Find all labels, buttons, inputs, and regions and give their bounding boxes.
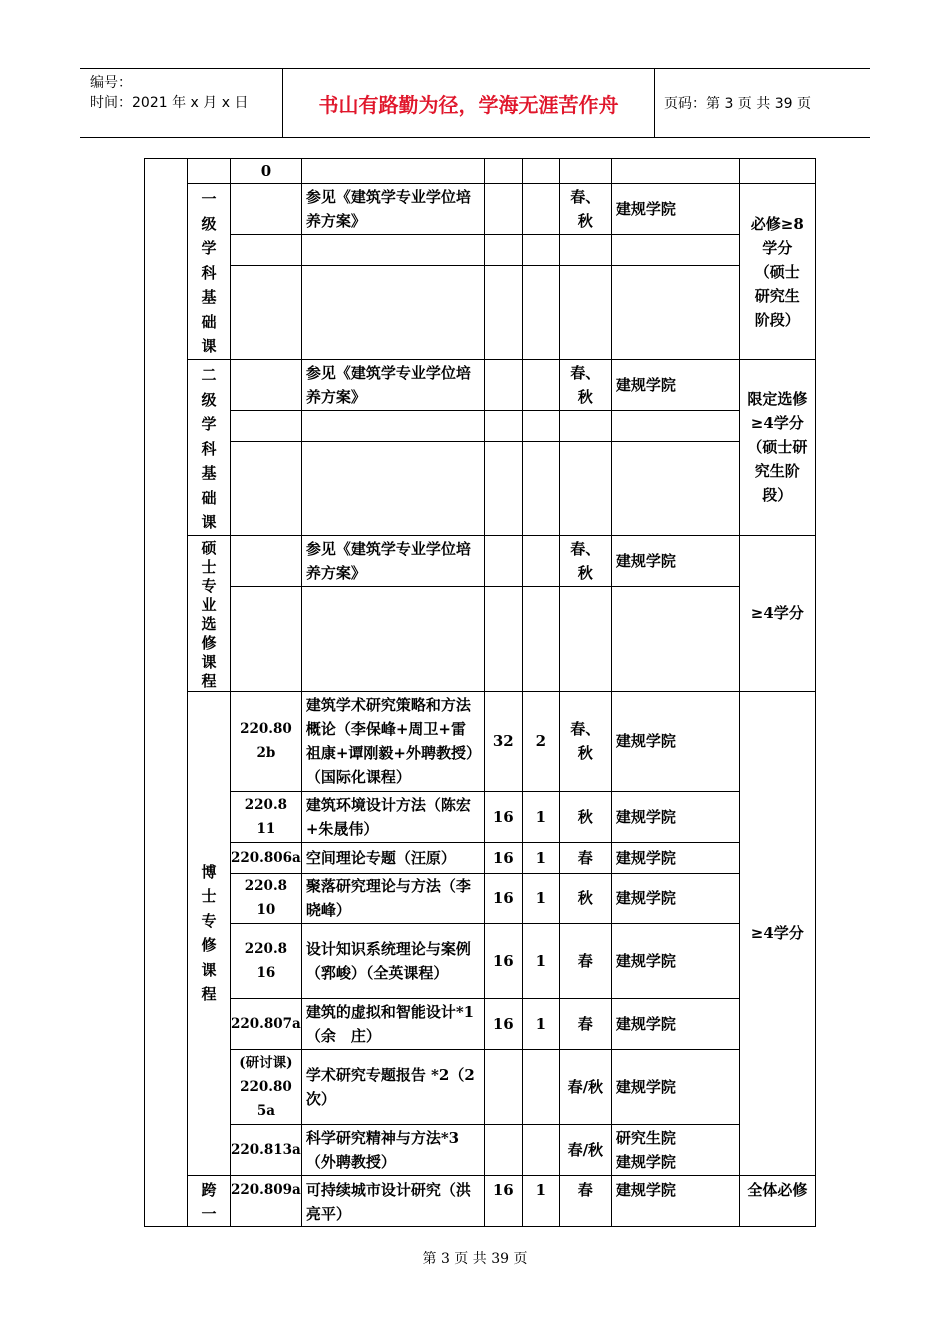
table-row (145, 1049, 816, 1124)
course-term: 秋 (559, 873, 611, 923)
course-dept: 研究生院 建规学院 (611, 1124, 739, 1175)
course-dept: 建规学院 (611, 360, 739, 411)
page-footer: 第 3 页 共 39 页 (422, 1251, 528, 1267)
course-credits: 1 (522, 1175, 559, 1226)
course-name: 建筑学术研究策略和方法概论（李保峰+周卫+雷祖康+谭刚毅+外聘教授）（国际化课程） (301, 691, 484, 791)
course-credits: 1 (522, 923, 559, 998)
requirement-doctoral: ≥4学分 (739, 691, 815, 1175)
course-code: (研讨课) 220.805a (231, 1049, 302, 1124)
course-hours: 16 (484, 998, 522, 1049)
table-row (145, 159, 816, 184)
course-dept: 建规学院 (611, 535, 739, 587)
table-row (145, 873, 816, 923)
course-dept: 建规学院 (611, 923, 739, 998)
category-master-elective: 硕士专业选修课程 (188, 535, 231, 691)
course-dept: 建规学院 (611, 791, 739, 842)
category-second-level: 二级学科基础课 (188, 360, 231, 536)
table-row (145, 411, 816, 442)
table-row (145, 998, 816, 1049)
page-header (80, 68, 870, 138)
course-hours: 32 (484, 691, 522, 791)
course-code: 220.809a (231, 1175, 302, 1226)
course-credits: 1 (522, 998, 559, 1049)
course-code: 220.816 (231, 923, 302, 998)
table-row (145, 923, 816, 998)
requirement-master-elective: ≥4学分 (739, 535, 815, 691)
course-credits: 2 (522, 691, 559, 791)
course-name: 参见《建筑学专业学位培养方案》 (301, 535, 484, 587)
category-cross: 跨一 (188, 1175, 231, 1226)
table-row (145, 691, 816, 791)
course-code: 220.811 (231, 791, 302, 842)
table-row (145, 1175, 816, 1226)
table-row (145, 842, 816, 873)
course-term: 春/秋 (559, 1049, 611, 1124)
course-code: 220.806a (231, 842, 302, 873)
requirement-first-level: 必修≥8学分（硕士研究生阶段） (739, 184, 815, 360)
course-term: 春 (559, 923, 611, 998)
table-row (145, 535, 816, 587)
course-dept: 建规学院 (611, 873, 739, 923)
course-term: 春 (559, 998, 611, 1049)
course-dept: 建规学院 (611, 842, 739, 873)
course-credits: 1 (522, 873, 559, 923)
category-first-level: 一级学科基础课 (188, 184, 231, 360)
course-hours: 16 (484, 923, 522, 998)
table-row (145, 360, 816, 411)
course-table (144, 158, 816, 1227)
course-credits: 1 (522, 842, 559, 873)
course-term: 春、秋 (559, 360, 611, 411)
course-dept: 建规学院 (611, 1175, 739, 1226)
course-name: 聚落研究理论与方法（李晓峰） (301, 873, 484, 923)
course-code: 220.807a (231, 998, 302, 1049)
requirement-second-level: 限定选修≥4学分（硕士研究生阶段） (739, 360, 815, 536)
course-name: 参见《建筑学专业学位培养方案》 (301, 184, 484, 235)
course-term: 春 (559, 842, 611, 873)
course-term: 春、秋 (559, 691, 611, 791)
course-credits (522, 1049, 559, 1124)
course-name: 建筑环境设计方法（陈宏+朱晟伟） (301, 791, 484, 842)
course-name: 学术研究专题报告 *2（2 次） (301, 1049, 484, 1124)
course-credits (522, 1124, 559, 1175)
document-time-label: 时间：2021 年 x 月 x 日 (90, 95, 249, 111)
course-hours: 16 (484, 1175, 522, 1226)
table-row (145, 791, 816, 842)
course-hours (484, 1049, 522, 1124)
course-code: 220.810 (231, 873, 302, 923)
course-name: 建筑的虚拟和智能设计*1（余 庄） (301, 998, 484, 1049)
table-row (145, 587, 816, 691)
course-name: 参见《建筑学专业学位培养方案》 (301, 360, 484, 411)
table-row (145, 235, 816, 266)
header-meta (80, 69, 283, 137)
requirement-cross: 全体必修 (739, 1175, 815, 1226)
course-hours: 16 (484, 873, 522, 923)
course-hours: 16 (484, 842, 522, 873)
course-term: 春 (559, 1175, 611, 1226)
course-term: 秋 (559, 791, 611, 842)
course-credits: 1 (522, 791, 559, 842)
course-code: 220.802b (231, 691, 302, 791)
document-number-label: 编号： (90, 75, 132, 91)
course-dept: 建规学院 (611, 184, 739, 235)
course-name: 空间理论专题（汪原） (301, 842, 484, 873)
table-row (145, 184, 816, 235)
course-hours: 16 (484, 791, 522, 842)
category-doctoral: 博士专修课程 (188, 691, 231, 1175)
course-hours (484, 1124, 522, 1175)
outer-category-cell (145, 159, 188, 1227)
header-page-number: 页码：第 3 页 共 39 页 (664, 96, 811, 112)
course-code: 0 (231, 159, 302, 184)
course-dept: 建规学院 (611, 1049, 739, 1124)
course-term: 春、秋 (559, 184, 611, 235)
course-dept: 建规学院 (611, 691, 739, 791)
course-term: 春/秋 (559, 1124, 611, 1175)
course-name: 科学研究精神与方法*3（外聘教授） (301, 1124, 484, 1175)
course-name: 可持续城市设计研究（洪亮平） (301, 1175, 484, 1226)
table-row (145, 266, 816, 360)
course-name: 设计知识系统理论与案例（郛峻）（全英课程） (301, 923, 484, 998)
table-row (145, 442, 816, 535)
header-slogan: 书山有路勤为径，学海无涯苦作舟 (283, 69, 655, 137)
course-code: 220.813a (231, 1124, 302, 1175)
course-dept: 建规学院 (611, 998, 739, 1049)
table-row (145, 1124, 816, 1175)
course-term: 春、秋 (559, 535, 611, 587)
